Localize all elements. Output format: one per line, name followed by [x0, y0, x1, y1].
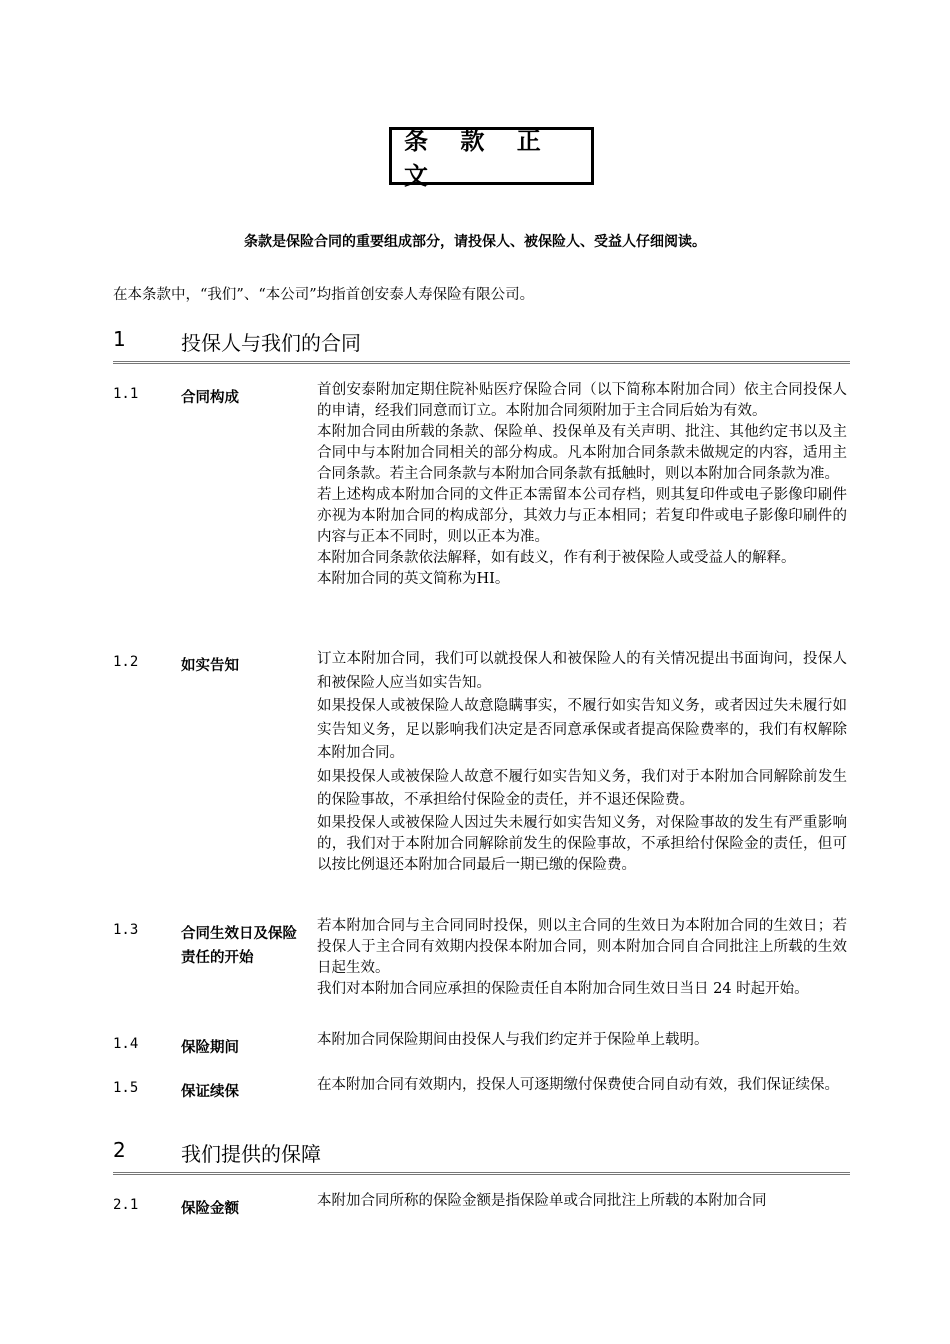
section-number: 2 [113, 1138, 126, 1162]
clause-number: 1.1 [113, 386, 139, 402]
clause-title: 条 款 正 文 [389, 127, 594, 185]
company-definition: 在本条款中，“我们”、“本公司”均指首创安泰人寿保险有限公司。 [113, 287, 535, 303]
section-divider [113, 1172, 850, 1175]
section-title: 投保人与我们的合同 [181, 331, 361, 355]
clause-number: 1.5 [113, 1080, 139, 1096]
clause-paragraph: 若上述构成本附加合同的文件正本需留本公司存档，则其复印件或电子影像印刷件亦视为本附加合同的构成部分，其效力与正本相同；若复印件或电子影像印刷件的内容与正本不同时，则以正本为准。 [317, 487, 847, 545]
clause-body [317, 380, 847, 590]
clause-number: 1.4 [113, 1036, 139, 1052]
clause-paragraph: 在本附加合同有效期内，投保人可逐期缴付保费使合同自动有效，我们保证续保。 [317, 1077, 839, 1093]
clause-paragraph: 本附加合同条款依法解释，如有歧义，作有利于被保险人或受益人的解释。 [317, 550, 796, 566]
clause-paragraph: 订立本附加合同，我们可以就投保人和被保险人的有关情况提出书面询问，投保人和被保险人应当如实告知。 [317, 651, 847, 691]
clause-number: 2.1 [113, 1197, 139, 1213]
clause-title: 合同构成 [181, 390, 239, 406]
clause-body [317, 916, 847, 1000]
clause-title: 合同生效日及保险责任的开始 [181, 926, 297, 966]
clause-title: 保证续保 [181, 1084, 239, 1100]
clause-paragraph: 如果投保人或被保险人因过失未履行如实告知义务，对保险事故的发生有严重影响的，我们对于本附加合同解除前发生的保险事故，不承担给付保险金的责任，但可以按比例退还本附加合同最后一期已缴的保险费。 [317, 814, 847, 873]
clause-title: 保险金额 [181, 1201, 239, 1217]
clause-number: 1.2 [113, 654, 139, 670]
reading-notice: 条款是保险合同的重要组成部分，请投保人、被保险人、受益人仔细阅读。 [244, 234, 706, 250]
clause-paragraph: 如果投保人或被保险人故意不履行如实告知义务，我们对于本附加合同解除前发生的保险事故，不承担给付保险金的责任，并不退还保险费。 [317, 768, 847, 808]
clause-paragraph: 本附加合同由所载的条款、保险单、投保单及有关声明、批注、其他约定书以及主合同中与本附加合同相关的部分构成。凡本附加合同条款未做规定的内容，适用主合同条款。若主合同条款与本附加合同条款有抵触时，则以本附加合同条款为准。 [317, 424, 847, 482]
clause-paragraph: 若本附加合同与主合同同时投保，则以主合同的生效日为本附加合同的生效日；若投保人于主合同有效期内投保本附加合同，则本附加合同自合同批注上所载的生效日起生效。 [317, 918, 847, 976]
clause-body [317, 1074, 847, 1098]
clause-body [317, 648, 847, 876]
clause-title: 保险期间 [181, 1040, 239, 1056]
clause-number: 1.3 [113, 922, 139, 938]
clause-body [317, 1191, 847, 1212]
clause-paragraph: 首创安泰附加定期住院补贴医疗保险合同（以下简称本附加合同）依主合同投保人的申请，经我们同意而订立。本附加合同须附加于主合同后始为有效。 [317, 382, 847, 419]
clause-paragraph: 我们对本附加合同应承担的保险责任自本附加合同生效日当日 24 时起开始。 [317, 981, 809, 997]
clause-paragraph: 本附加合同所称的保险金额是指保险单或合同批注上所载的本附加合同 [317, 1193, 767, 1209]
clause-title: 如实告知 [181, 658, 239, 674]
section-number: 1 [113, 327, 126, 351]
clause-body [317, 1030, 847, 1051]
clause-paragraph: 本附加合同的英文简称为HI。 [317, 571, 510, 587]
section-divider [113, 361, 850, 364]
clause-paragraph: 本附加合同保险期间由投保人与我们约定并于保险单上载明。 [317, 1032, 709, 1048]
section-title: 我们提供的保障 [181, 1142, 321, 1166]
clause-paragraph: 如果投保人或被保险人故意隐瞒事实，不履行如实告知义务，或者因过失未履行如实告知义务，足以影响我们决定是否同意承保或者提高保险费率的，我们有权解除本附加合同。 [317, 698, 847, 761]
